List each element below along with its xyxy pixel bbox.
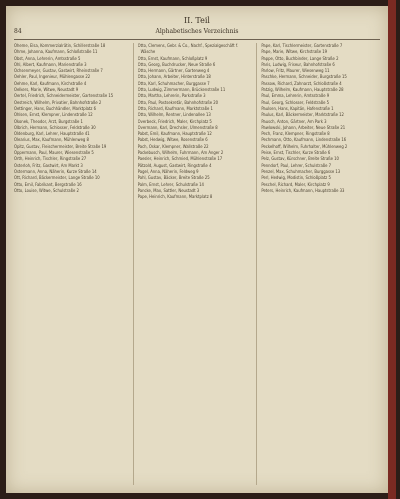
directory-page (6, 6, 388, 493)
column-left (14, 43, 134, 485)
directory-entry: Palm, Ernst, Lehrer, Schulstraße 14 (137, 181, 204, 187)
directory-entry: Oldenburg, Karl, Lehrer, Hauptstraße 41 (14, 131, 90, 137)
directory-entry: Pach, Oskar, Klempner, Wallstraße 22 (137, 143, 209, 149)
running-head (14, 16, 380, 38)
directory-entry: Peters, Heinrich, Kaufmann, Hauptstraße 33 (261, 187, 345, 193)
directory-title: Alphabetisches Verzeichnis (155, 28, 239, 35)
directory-entry: Pappe, Otto, Buchbinder, Lange Straße 2 (261, 55, 339, 61)
directory-entry: Pancke, Max, Sattler, Neustadt 3 (137, 187, 200, 193)
header-rule (14, 39, 380, 40)
directory-entry: Otto, Wilhelm, Rentner, Lindenallee 13 (137, 112, 211, 118)
directory-entry: Pape, Heinrich, Kaufmann, Marktplatz 8 (137, 194, 213, 200)
directory-entry: Ochsenmeyer, Gustav, Gastwirt, Rheinstraße 7 (14, 68, 103, 74)
directory-entry: Otto, Richard, Kaufmann, Marktstraße 1 (137, 105, 213, 111)
directory-entry: Oertel, Friedrich, Schneidermeister, Gartenstraße 15 (14, 93, 114, 99)
directory-entry: Ohme, Johanna, Kaufmann, Schloßstraße 11 (14, 49, 98, 55)
directory-entry: Pech, Franz, Klempner, Ringstraße 8 (261, 131, 330, 137)
directory-columns (14, 43, 380, 485)
directory-entry: Ohlsen, Ernst, Klempner, Lindenstraße 12 (14, 112, 93, 118)
directory-entry: Overmann, Karl, Drechsler, Ulmenstraße 8 (137, 124, 218, 130)
directory-entry: Peschel, Richard, Maler, Kirchplatz 9 (261, 181, 330, 187)
directory-entry: Peise, Ernst, Tischler, Kurze Straße 6 (261, 150, 331, 156)
directory-entry: Oestreich, Wilhelm, Privatier, Bahnhofstraße 2 (14, 99, 102, 105)
directory-entry: Otto, Emil, Fabrikant, Bergstraße 16 (14, 181, 82, 187)
directory-entry: Ott, Richard, Bäckermeister, Lange Straße 10 (14, 175, 100, 181)
directory-entry: Paul, Emma, Lehrerin, Amtsstraße 9 (261, 93, 330, 99)
directory-entry: Paulus, Karl, Bäckermeister, Marktstraße 12 (261, 112, 344, 118)
part-heading: II. Teil (184, 16, 210, 25)
directory-entry: Opitz, Gustav, Fleischermeister, Breite Straße 19 (14, 143, 107, 149)
directory-entry: Peckelhoff, Wilhelm, Fuhrhalter, Mühlenweg 2 (261, 143, 348, 149)
directory-entry: Paschke, Hermann, Schneider, Burgstraße 15 (261, 74, 347, 80)
directory-entry: Ohl, Albert, Kaufmann, Marienstraße 3 (14, 61, 87, 67)
directory-entry: Pausch, Anton, Gärtner, Am Park 3 (261, 118, 327, 124)
directory-entry: Otto, Georg, Buchdrucker, Neue Straße 6 (137, 61, 216, 67)
directory-entry: Otto, Paul, Postsekretär, Bahnhofstraße 20 (137, 99, 218, 105)
directory-entry: Otto, Clemens, Gebr. & Co., Nachf., Spezialgeschäft f. Wäsche (137, 43, 239, 55)
directory-entry: Oettinger, Hans, Buchhändler, Marktplatz 6 (14, 105, 96, 111)
directory-entry: Patzig, Wilhelm, Kaufmann, Hauptstraße 28 (261, 87, 344, 93)
directory-entry: Otto, Martha, Lehrerin, Parkstraße 3 (137, 93, 206, 99)
directory-entry: Otto, Ernst, Kaufmann, Schloßplatz 9 (137, 55, 208, 61)
directory-entry: Parlow, Fritz, Maurer, Wiesenweg 11 (261, 68, 330, 74)
directory-entry: Otto, Ludwig, Zimmermann, Brückenstraße 11 (137, 87, 226, 93)
directory-entry: Pabst, Emil, Kaufmann, Hauptstraße 12 (137, 131, 212, 137)
directory-entry: Overbeck, Friedrich, Maler, Kirchplatz 5 (137, 118, 212, 124)
directory-entry: Paulsen, Hans, Kapitän, Hafenstraße 1 (261, 105, 334, 111)
directory-entry: Pape, Marie, Witwe, Kirchstraße 19 (261, 49, 328, 55)
directory-entry: Pagel, Anna, Näherin, Feldweg 9 (137, 168, 199, 174)
directory-entry: Olbrich, Hermann, Schlosser, Feldstraße 30 (14, 124, 96, 130)
directory-entry: Paesler, Heinrich, Schmied, Mühlenstraße 17 (137, 156, 223, 162)
directory-entry: Paul, Georg, Schlosser, Feldstraße 5 (261, 99, 330, 105)
directory-entry: Penzel, Max, Schuhmacher, Burggasse 13 (261, 168, 341, 174)
directory-entry: Otto, Hermann, Gärtner, Gartenweg 4 (137, 68, 210, 74)
directory-entry: Pätzold, August, Gastwirt, Ringstraße 4 (137, 162, 212, 168)
directory-entry: Perl, Hedwig, Modistin, Schloßplatz 5 (261, 175, 331, 181)
directory-entry: Oppermann, Paul, Maurer, Wiesenstraße 5 (14, 150, 94, 156)
directory-entry: Passow, Richard, Zahnarzt, Schloßstraße 4 (261, 80, 342, 86)
directory-entry: Orth, Heinrich, Tischler, Ringstraße 27 (14, 156, 87, 162)
directory-entry: Oelkers, Marie, Witwe, Neustadt 9 (14, 87, 79, 93)
book-spine (388, 0, 396, 499)
directory-entry: Pahl, Gustav, Bäcker, Breite Straße 25 (137, 175, 210, 181)
directory-entry: Ostermann, Anna, Näherin, Kurze Straße 14 (14, 168, 97, 174)
directory-entry: Pabst, Hedwig, Witwe, Rosenstraße 6 (137, 137, 208, 143)
directory-entry: Okonek, Theodor, Arzt, Burgstraße 1 (14, 118, 83, 124)
directory-entry: Penndorf, Paul, Lehrer, Schulstraße 7 (261, 162, 332, 168)
column-middle (138, 43, 258, 485)
directory-entry: Oehme, Karl, Kaufmann, Kirchstraße 4 (14, 80, 87, 86)
directory-entry: Pechmann, Otto, Kaufmann, Lindenstraße 16 (261, 137, 347, 143)
directory-entry: Obst, Anna, Lehrerin, Amtsstraße 5 (14, 55, 81, 61)
directory-entry: Pawlowski, Johann, Arbeiter, Neue Straße 21 (261, 124, 346, 130)
directory-entry: Oheme, Elsa, Kommerzialrätin, Schillerstraße 18 (14, 43, 106, 48)
directory-entry: Otto, Karl, Schuhmacher, Burggasse 7 (137, 80, 210, 86)
directory-entry: Osterloh, Fritz, Gastwirt, Am Markt 3 (14, 162, 83, 168)
directory-entry: Otto, Louise, Witwe, Schulstraße 2 (14, 187, 79, 193)
directory-entry: Oehler, Paul, Ingenieur, Mühlengasse 22 (14, 74, 91, 80)
column-right (261, 43, 380, 485)
directory-entry: Paris, Ludwig, Friseur, Bahnhofstraße 6 (261, 61, 335, 67)
directory-entry: Packebusch, Wilhelm, Fuhrmann, Am Anger 2 (137, 150, 224, 156)
directory-entry: Otto, Johann, Arbeiter, Hinterstraße 18 (137, 74, 211, 80)
directory-entry: Pelz, Gustav, Kürschner, Breite Straße 10 (261, 156, 339, 162)
directory-entry: Olearius, Max, Kaufmann, Mühlenweg 8 (14, 137, 89, 143)
directory-entry: Pape, Karl, Tischlermeister, Gartenstraße 7 (261, 43, 343, 48)
page-number: 84 (14, 28, 22, 35)
